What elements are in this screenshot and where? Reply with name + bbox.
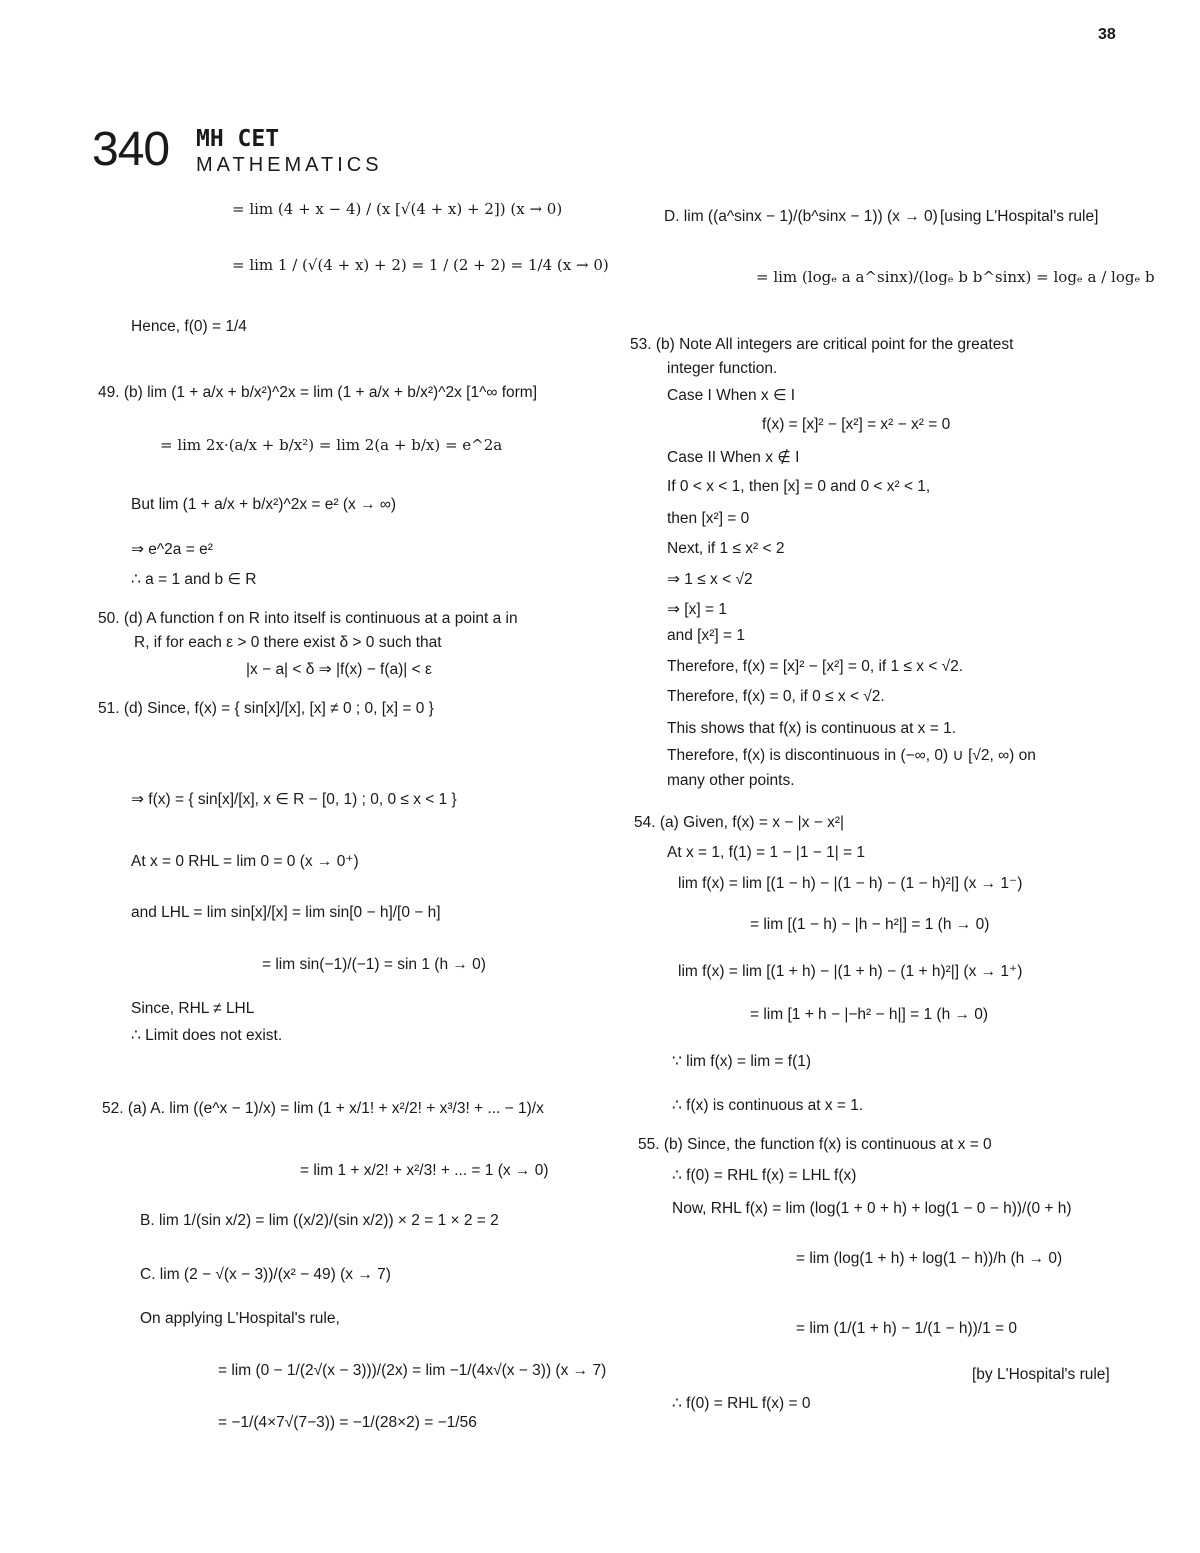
right-line-r6: Case I When x ∈ I [667,387,796,404]
left-line-l14: At x = 0 RHL = lim 0 = 0 (x → 0⁺) [131,853,359,870]
left-line-l25: = −1/(4×7√(7−3)) = −1/(28×2) = −1/56 [218,1414,477,1431]
right-line-r10: then [x²] = 0 [667,510,750,527]
right-line-r7: f(x) = [x]² − [x²] = x² − x² = 0 [762,416,951,433]
right-line-r20: 54. (a) Given, f(x) = x − |x − x²| [634,814,845,831]
right-line-r30: Now, RHL f(x) = lim (log(1 + 0 + h) + log(1 − 0 − h))/(0 + h) [672,1200,1072,1217]
left-line-l23: On applying L'Hospital's rule, [140,1310,340,1327]
right-line-r27: ∴ f(x) is continuous at x = 1. [672,1097,864,1114]
left-line-l13: ⇒ f(x) = { sin[x]/[x], x ∈ R − [0, 1) ; 0, 0 ≤ x < 1 } [131,791,457,808]
left-line-l11: |x − a| < δ ⇒ |f(x) − f(a)| < ε [246,661,432,678]
left-line-l15: and LHL = lim sin[x]/[x] = lim sin[0 − h]/[0 − h] [131,904,441,921]
right-line-r32: = lim (1/(1 + h) − 1/(1 − h))/1 = 0 [796,1320,1017,1337]
right-line-r2: [using L'Hospital's rule] [940,208,1099,225]
left-line-l12: 51. (d) Since, f(x) = { sin[x]/[x], [x] ≠ 0 ; 0, [x] = 0 } [98,700,434,717]
left-line-l9: 50. (d) A function f on R into itself is continuous at a point a in [98,610,518,627]
left-line-l10: R, if for each ε > 0 there exist δ > 0 such that [134,634,442,651]
right-line-r33: [by L'Hospital's rule] [972,1366,1110,1383]
right-line-r26: ∵ lim f(x) = lim = f(1) [672,1053,812,1070]
right-line-r22: lim f(x) = lim [(1 − h) − |(1 − h) − (1 − h)²|] (x → 1⁻) [678,875,1023,892]
right-line-r15: Therefore, f(x) = [x]² − [x²] = 0, if 1 ≤ x < √2. [667,658,964,675]
left-line-l22: C. lim (2 − √(x − 3))/(x² − 49) (x → 7) [140,1266,391,1283]
page-number: 340 [92,123,170,176]
right-line-r34: ∴ f(0) = RHL f(x) = 0 [672,1395,811,1412]
subject-title: MATHEMATICS [196,154,383,176]
right-line-r8: Case II When x ∉ I [667,449,800,466]
right-line-r29: ∴ f(0) = RHL f(x) = LHL f(x) [672,1167,857,1184]
right-line-r19: many other points. [667,772,795,789]
left-line-l3: Hence, f(0) = 1/4 [131,318,247,335]
right-line-r17: This shows that f(x) is continuous at x = 1. [667,720,957,737]
left-line-l1: = lim (4 + x − 4) / (x [√(4 + x) + 2]) (x → 0) [232,200,563,218]
right-line-r13: ⇒ [x] = 1 [667,601,727,618]
right-line-r9: If 0 < x < 1, then [x] = 0 and 0 < x² < 1, [667,478,931,495]
exam-title: MH CET [196,126,280,152]
left-line-l7: ⇒ e^2a = e² [131,541,213,558]
right-line-r4: 53. (b) Note All integers are critical point for the greatest [630,336,1014,353]
right-line-r23: = lim [(1 − h) − |h − h²|] = 1 (h → 0) [750,916,990,933]
left-line-l18: ∴ Limit does not exist. [131,1027,283,1044]
right-line-r11: Next, if 1 ≤ x² < 2 [667,540,785,557]
right-line-r25: = lim [1 + h − |−h² − h|] = 1 (h → 0) [750,1006,989,1023]
right-line-r12: ⇒ 1 ≤ x < √2 [667,571,753,588]
left-line-l2: = lim 1 / (√(4 + x) + 2) = 1 / (2 + 2) = 1/4 (x → 0) [232,256,609,274]
left-line-l21: B. lim 1/(sin x/2) = lim ((x/2)/(sin x/2)) × 2 = 1 × 2 = 2 [140,1212,499,1229]
right-line-r28: 55. (b) Since, the function f(x) is continuous at x = 0 [638,1136,992,1153]
right-line-r31: = lim (log(1 + h) + log(1 − h))/h (h → 0) [796,1250,1063,1267]
right-line-r3: = lim (logₑ a a^sinx)/(logₑ b b^sinx) = logₑ a / logₑ b [756,268,1155,286]
right-line-r24: lim f(x) = lim [(1 + h) − |(1 + h) − (1 + h)²|] (x → 1⁺) [678,963,1023,980]
right-line-r18: Therefore, f(x) is discontinuous in (−∞, 0) ∪ [√2, ∞) on [667,747,1036,764]
left-line-l20: = lim 1 + x/2! + x²/3! + ... = 1 (x → 0) [300,1162,549,1179]
left-line-l24: = lim (0 − 1/(2√(x − 3)))/(2x) = lim −1/(4x√(x − 3)) (x → 7) [218,1362,607,1379]
corner-page-label: 38 [1098,26,1116,43]
right-line-r21: At x = 1, f(1) = 1 − |1 − 1| = 1 [667,844,866,861]
right-line-r14: and [x²] = 1 [667,627,745,644]
left-line-l16: = lim sin(−1)/(−1) = sin 1 (h → 0) [262,956,486,973]
left-line-l19: 52. (a) A. lim ((e^x − 1)/x) = lim (1 + x/1! + x²/2! + x³/3! + ... − 1)/x [102,1100,544,1117]
left-line-l6: But lim (1 + a/x + b/x²)^2x = e² (x → ∞) [131,496,397,513]
left-line-l17: Since, RHL ≠ LHL [131,1000,255,1017]
left-line-l4: 49. (b) lim (1 + a/x + b/x²)^2x = lim (1 + a/x + b/x²)^2x [1^∞ form] [98,384,538,401]
right-line-r5: integer function. [667,360,778,377]
right-line-r16: Therefore, f(x) = 0, if 0 ≤ x < √2. [667,688,885,705]
left-line-l5: = lim 2x·(a/x + b/x²) = lim 2(a + b/x) = e^2a [160,436,503,454]
right-line-r1: D. lim ((a^sinx − 1)/(b^sinx − 1)) (x → 0) [664,208,938,225]
left-line-l8: ∴ a = 1 and b ∈ R [131,571,257,588]
